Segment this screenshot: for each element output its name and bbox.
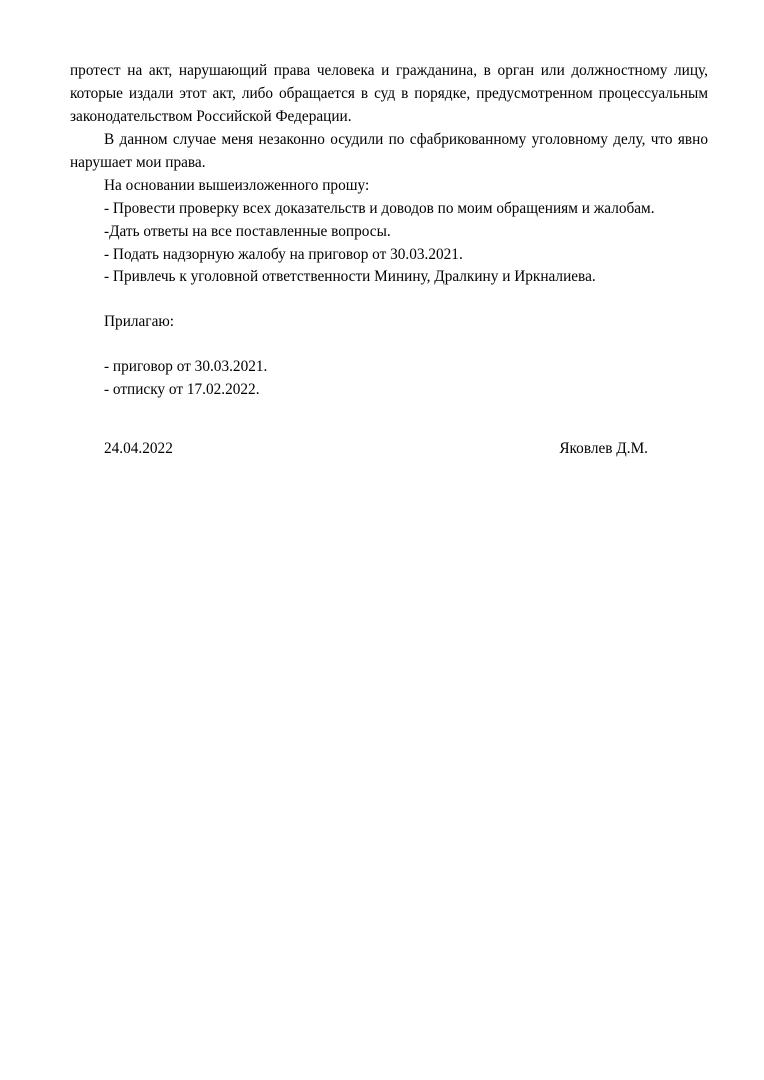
paragraph-request-item-2: -Дать ответы на все поставленные вопросы. [104,222,391,240]
signature-block [70,438,708,461]
paragraph-case: В данном случае меня незаконно осудили по сфабрикованному уголовному делу, что явно нарушает мои права. [70,130,708,171]
paragraph-request-item-4: - Привлечь к уголовной ответственности Минину, Дралкину и Иркналиева. [104,268,596,286]
paragraph-request-item-1: - Провести проверку всех доказательств и доводов по моим обращениям и жалобам. [104,199,655,217]
signature-name: Яковлев Д.М. [559,440,648,458]
paragraph-continuation: протест на акт, нарушающий права человека и гражданина, в орган или должностному лицу, которые издали этот акт, либо обращается в суд в порядке, предусмотренном процессуальным законодательством Российской Федерации. [70,62,708,125]
document-body [70,60,708,461]
signature-date: 24.04.2022 [104,440,173,458]
spacer-before-attachments [70,289,708,311]
paragraph-request-item-3: - Подать надзорную жалобу на приговор от 30.03.2021. [104,245,463,263]
paragraph-request-heading: На основании вышеизложенного прошу: [104,176,370,194]
attachments-heading: Прилагаю: [104,313,175,331]
attachment-item-1: - приговор от 30.03.2021. [104,358,268,376]
attachment-item-2: - отписку от 17.02.2022. [104,381,260,399]
spacer-after-attachments-heading [70,334,708,356]
